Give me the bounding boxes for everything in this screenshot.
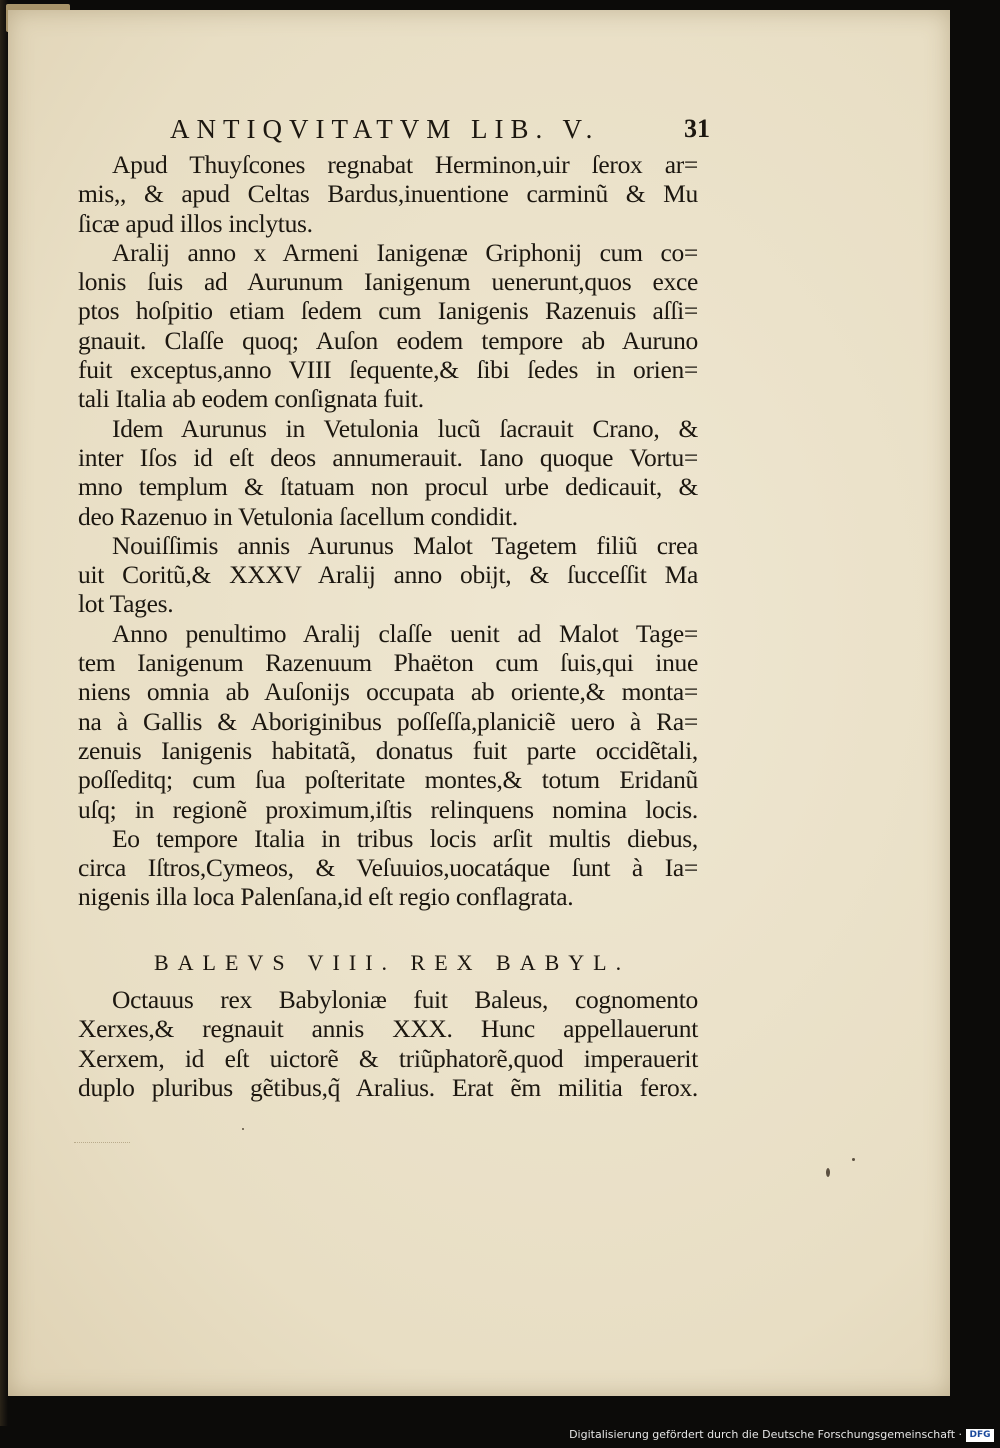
running-head: ANTIQVITATVM LIB. V. — [170, 114, 600, 144]
text-line: tali Italia ab eodem conſignata fuit. — [78, 384, 424, 414]
funding-credit: Digitalisierung gefördert durch die Deutsche Forschungsgemeinschaft · — [569, 1428, 962, 1441]
section-heading: BALEVS VIII. REX BABYL. — [154, 950, 631, 975]
text-line: mis,, & apud Celtas Bardus,inuentione carminũ & Mu — [78, 179, 698, 209]
text-line: lonis ſuis ad Aurunum Ianigenum uenerunt,quos exce — [78, 267, 698, 297]
dfg-logo-icon: DFG — [966, 1429, 994, 1442]
text-line: uſq; in regionẽ proximum,iſtis relinquens nomina locis. — [78, 794, 698, 824]
ink-speck — [852, 1158, 855, 1161]
book-binding-edge — [0, 0, 8, 1426]
text-line: fuit exceptus,anno VIII ſequente,& ſibi ſedes in orien= — [78, 355, 698, 385]
faint-ink-marks — [74, 1130, 130, 1143]
text-line: Eo tempore Italia in tribus locis arſit multis diebus, — [112, 823, 698, 853]
text-line: poſſeditq; cum ſua poſteritate montes,& totum Eridanũ — [78, 765, 698, 795]
main-text-block — [78, 150, 698, 912]
text-line: ſicæ apud illos inclytus. — [78, 208, 313, 238]
text-line: inter Iſos id eſt deos annumerauit. Iano quoque Vortu= — [78, 442, 698, 472]
text-line: gnauit. Claſſe quoq; Auſon eodem tempore ab Auruno — [78, 325, 698, 355]
text-line: zenuis Ianigenis habitatã, donatus fuit parte occidẽtali, — [78, 735, 698, 765]
text-line: lot Tages. — [78, 589, 174, 619]
text-line: Nouiſſimis annis Aurunus Malot Tagetem filiũ crea — [112, 530, 698, 560]
section-text-block — [78, 985, 698, 1102]
folio-number: 31 — [684, 114, 710, 143]
text-line: Apud Thuyſcones regnabat Herminon,uir ſerox ar= — [112, 150, 698, 179]
text-line: circa Iſtros,Cymeos, & Veſuuios,uocatáque ſunt à Ia= — [78, 853, 698, 883]
ink-speck — [826, 1168, 830, 1177]
text-line: uit Coritũ,& XXXV Aralij anno obijt, & ſucceſſit Ma — [78, 560, 698, 590]
text-line: Xerxes,& regnauit annis XXX. Hunc appellauerunt — [78, 1014, 698, 1044]
text-line: deo Razenuo in Vetulonia ſacellum condidit. — [78, 501, 518, 531]
text-line: Octauus rex Babyloniæ fuit Baleus, cognomento — [112, 985, 698, 1014]
text-line: Xerxem, id eſt uictorẽ & triũphatorẽ,quod imperauerit — [78, 1043, 698, 1073]
text-line: tem Ianigenum Razenuum Phaëton cum ſuis,qui inue — [78, 648, 698, 678]
text-line: mno templum & ſtatuam non procul urbe dedicauit, & — [78, 472, 698, 502]
text-line: duplo pluribus gẽtibus,q̃ Aralius. Erat ẽm militia ferox. — [78, 1072, 698, 1102]
text-line: nigenis illa loca Palenſana,id eſt regio conflagrata. — [78, 882, 574, 912]
text-line: Aralij anno x Armeni Ianigenæ Griphonij cum co= — [112, 237, 698, 267]
text-line: Idem Aurunus in Vetulonia lucũ ſacrauit Crano, & — [112, 413, 698, 443]
text-line: na à Gallis & Aboriginibus poſſeſſa,planiciẽ uero à Ra= — [78, 706, 698, 736]
text-line: niens omnia ab Auſonijs occupata ab oriente,& monta= — [78, 677, 698, 707]
text-line: Anno penultimo Aralij claſſe uenit ad Malot Tage= — [112, 618, 698, 648]
text-line: ptos hoſpitio etiam ſedem cum Ianigenis Razenuis aſſi= — [78, 296, 698, 326]
ink-speck — [242, 1128, 244, 1130]
